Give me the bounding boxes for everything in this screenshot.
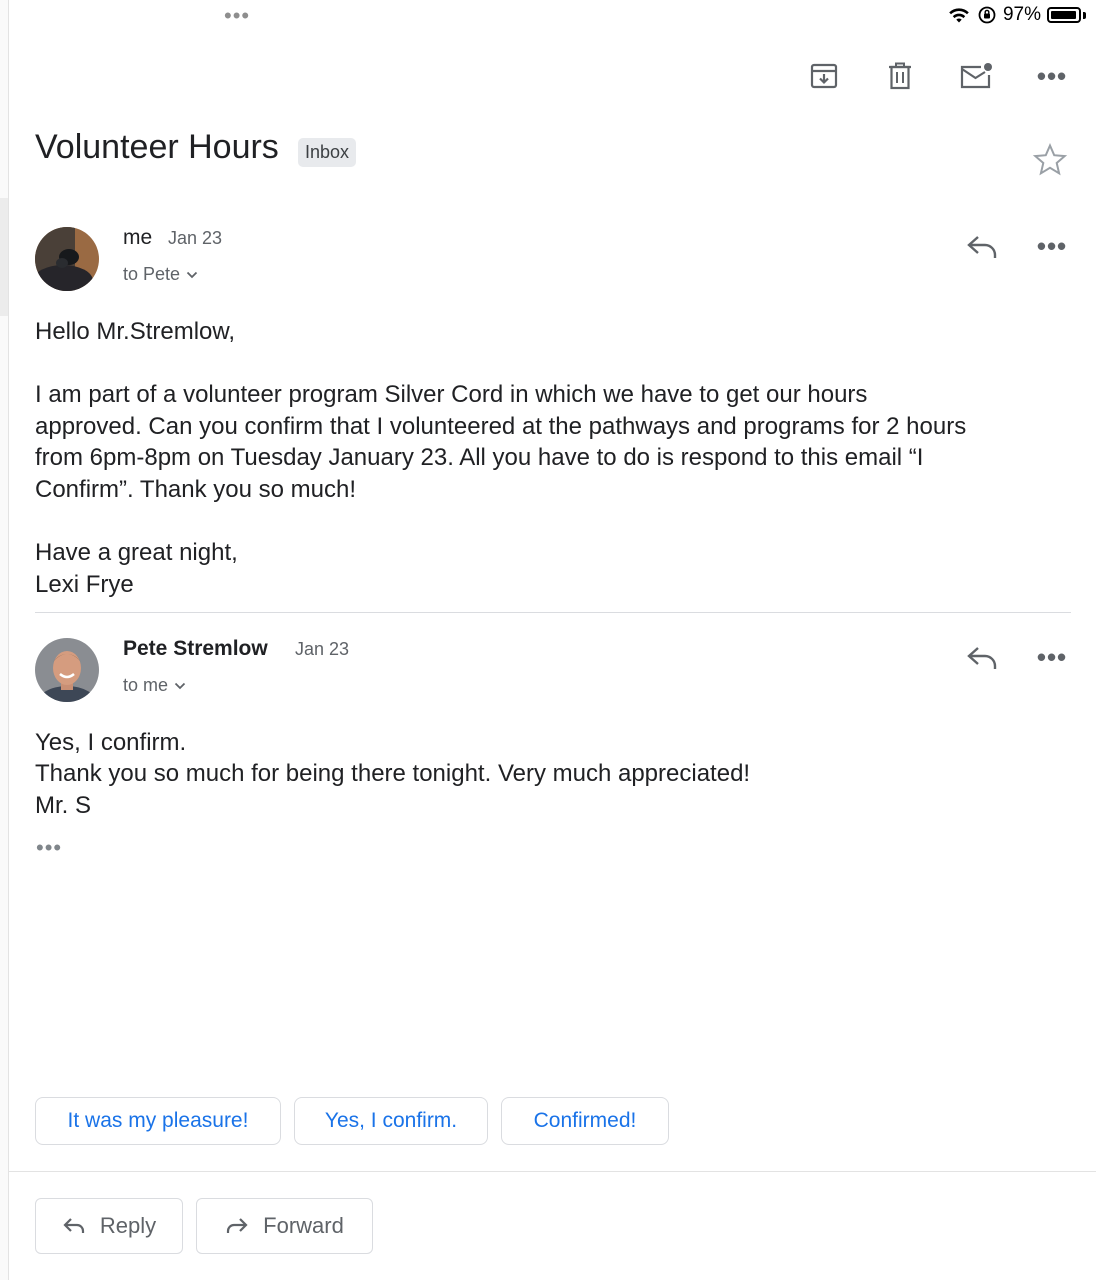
avatar-pete-stremlow[interactable] [35,638,99,702]
battery-fill [1051,11,1076,19]
recipient-details-toggle[interactable] [123,675,186,696]
inbox-label-chip[interactable]: Inbox [298,138,356,167]
recipient-text: to Pete [123,264,181,284]
sender-name: Pete Stremlow [123,637,268,660]
reply-icon[interactable] [962,226,1002,266]
message-date: Jan 23 [168,228,223,248]
body-line: Thank you so much for being there tonight. Very much appreciated! [35,760,751,787]
left-rail-marker [0,198,8,316]
body-line: Mr. S [35,792,92,819]
archive-icon[interactable] [804,56,844,96]
message-more-icon[interactable]: ••• [1036,231,1068,261]
body-line: Have a great night, [35,539,238,566]
reply-label: Reply [99,1213,157,1238]
forward-button[interactable] [196,1198,373,1254]
reply-icon[interactable] [962,637,1002,677]
body-line: I am part of a volunteer program Silver Cord in which we have to get our hours [35,381,868,408]
message-divider [35,612,1071,613]
body-line: Hello Mr.Stremlow, [35,318,236,345]
body-line: Confirm”. Thank you so much! [35,476,357,503]
reply-button[interactable] [35,1198,183,1254]
body-line: Yes, I confirm. [35,729,187,756]
message-date: Jan 23 [295,639,350,659]
trash-icon[interactable] [880,56,920,96]
battery-icon [1047,7,1081,23]
status-bar [0,0,1096,32]
smart-reply-button[interactable]: Confirmed! [501,1097,669,1145]
message-more-icon[interactable]: ••• [1036,642,1068,672]
body-line: from 6pm-8pm on Tuesday January 23. All you have to do is respond to this email “I [35,444,924,471]
bottom-divider [8,1171,1096,1172]
recipient-text: to me [123,675,169,695]
thread-subject: Volunteer Hours [35,128,279,166]
sender-name: me [123,226,153,249]
reply-arrow-icon [62,1216,86,1236]
smart-reply-button[interactable]: It was my pleasure! [35,1097,281,1145]
smart-reply-button[interactable]: Yes, I confirm. [294,1097,488,1145]
star-icon[interactable] [1032,142,1072,182]
battery-percent: 97% [1002,4,1041,25]
wifi-icon [947,6,971,24]
avatar-me[interactable] [35,227,99,291]
body-line: approved. Can you confirm that I volunteered at the pathways and programs for 2 hours [35,413,967,440]
forward-arrow-icon [225,1216,249,1236]
forward-label: Forward [263,1213,344,1238]
multitasking-handle-icon[interactable]: ••• [224,3,251,28]
show-quoted-text-icon[interactable]: ••• [36,835,63,860]
left-rail [0,0,9,1280]
body-line: Lexi Frye [35,571,134,598]
status-indicators [947,4,1086,26]
mark-unread-icon[interactable] [956,56,996,96]
orientation-lock-icon [977,5,997,25]
battery-cap [1083,12,1086,19]
more-options-icon[interactable]: ••• [1036,61,1068,91]
recipient-details-toggle[interactable] [123,264,198,285]
chevron-down-icon [174,682,186,690]
chevron-down-icon [186,271,198,279]
